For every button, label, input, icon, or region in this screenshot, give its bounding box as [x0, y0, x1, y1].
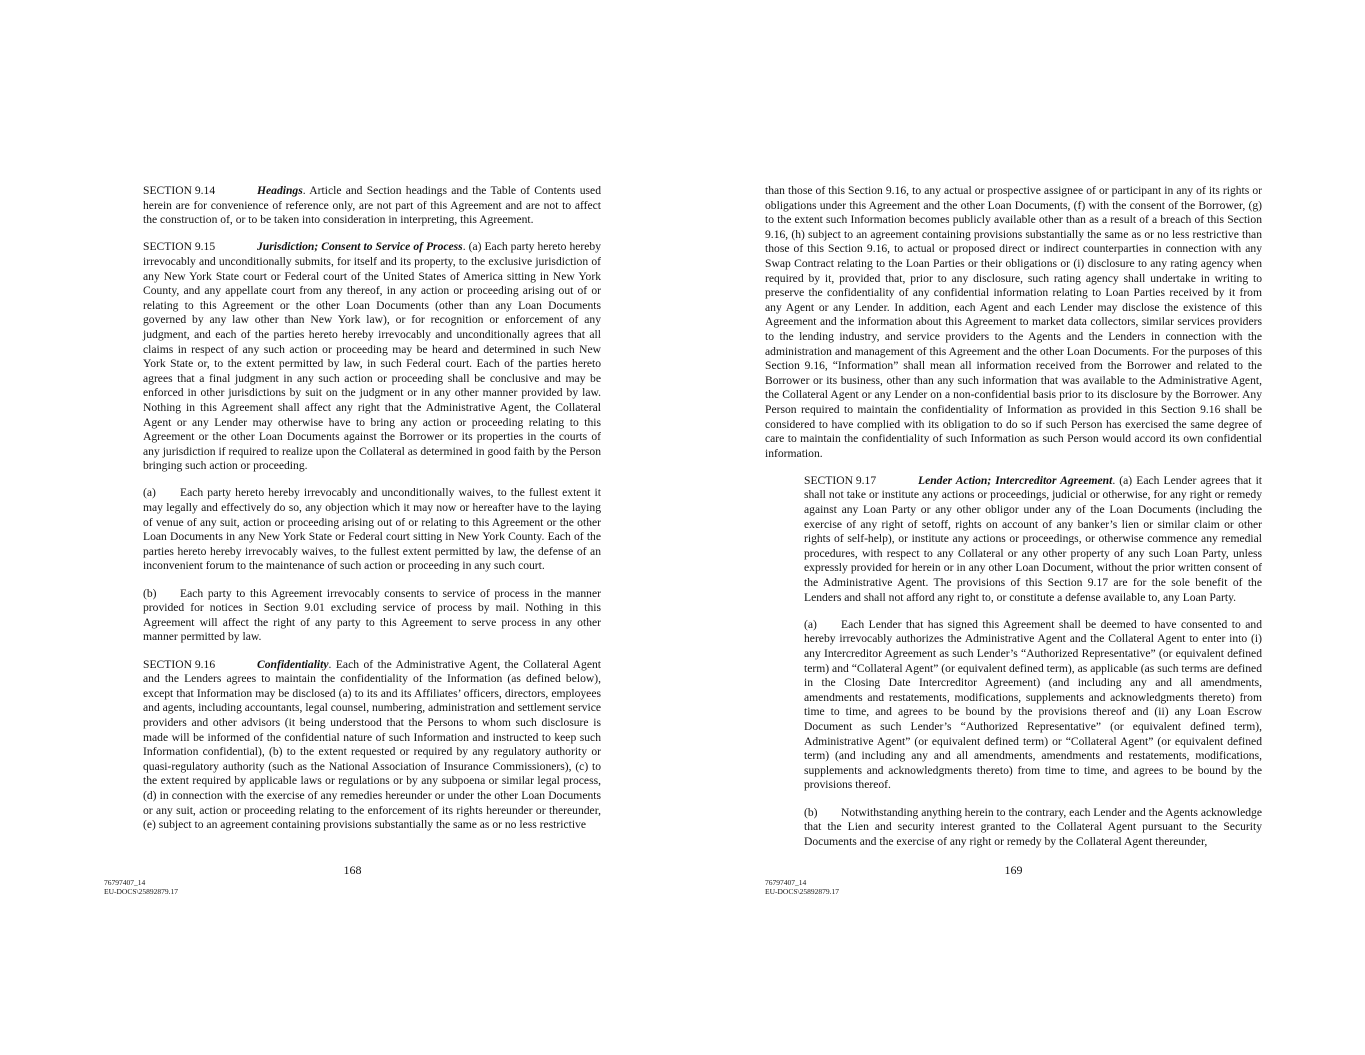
section-text: . (a) Each Lender agrees that it shall not take or institute any actions or proceedings, judicial or otherwise, for any right or remedy against any Loan Party or any other obligor under any of the Loan Documents (including the exercise of any right of setoff, rights on account of any banker’s lien or similar claim or other rights of self-help), or institute any actions or proceedings, or otherwise commence any remedial procedures, with respect to any Collateral or any other property of any such Loan Party, unless expressly provided for herein or in any other Loan Document, without the prior written consent of the Administrative Agent. The provisions of this Section 9.17 are for the sole benefit of the Lenders and shall not afford any right to, or constitute a defense available to, any Loan Party. — [804, 473, 1263, 604]
section-9-15-a — [104, 486, 601, 574]
document-id-line-2: EU-DOCS\25892879.17 — [104, 887, 178, 896]
page-168 — [104, 0, 601, 1055]
right-text-column — [765, 184, 1262, 849]
subsection-text: Notwithstanding anything herein to the contrary, each Lender and the Agents acknowledge that the Lien and security interest granted to the Collateral Agent pursuant to the Security Documents and the exercise of any right or remedy by the Collateral Agent thereunder, — [804, 805, 1262, 848]
section-text: . Article and Section headings and the Table of Contents used herein are for convenience of reference only, are not part of this Agreement and are not to affect the construction of, or to be taken into consideration in interpreting, this Agreement. — [143, 184, 601, 227]
subsection-label: (a) — [804, 617, 817, 631]
section-9-16 — [104, 658, 601, 833]
subsection-text: Each Lender that has signed this Agreement shall be deemed to have consented to and hereby irrevocably authorizes the Administrative Agent and the Collateral Agent to enter into (i) any Intercreditor Agreement as such Lender’s “Authorized Representative” (or equivalent defined term) and “Collateral Agent” (or equivalent defined term), as applicable (as such terms are defined in the Closing Date Intercreditor Agreement) (and including any and all amendments, amendments and restatements, modifications, supplements and acknowledgments thereto) from time to time, and agrees to be bound by the provisions thereof and (ii) any Loan Escrow Document as such Lender’s “Authorized Representative” (or equivalent defined term), Administrative Agent” (or equivalent defined term) or “Collateral Agent” (or equivalent defined term) (and including any and all amendments, amendments and restatements, modifications, supplements and acknowledgments thereto) from time to time, and agrees to be bound by the provisions thereof. — [804, 617, 1262, 792]
subsection-text: Each party to this Agreement irrevocably consents to service of process in the manner provided for notices in Section 9.01 excluding service of process by mail. Nothing in this Agreement will affect the right of any party to this Agreement to serve process in any other manner permitted by law. — [143, 586, 601, 644]
section-heading: Jurisdiction; Consent to Service of Process — [257, 240, 463, 254]
section-heading: Headings — [257, 184, 303, 197]
document-id — [765, 878, 839, 896]
section-text: . (a) Each party hereto hereby irrevocably and unconditionally submits, for itself and its property, to the exclusive jurisdiction of any New York State court or Federal court of the United States of America sitting in New York County, and any appellate court from any thereof, in any action or proceeding arising out of or relating to this Agreement or the other Loan Documents (other than any Loan Documents governed by any law other than New York law), or for recognition or enforcement of any judgment, and each of the parties hereto hereby irrevocably and unconditionally agrees that all claims in respect of any such action or proceeding may be heard and determined in such New York State or, to the extent permitted by law, in such Federal court. Each of the parties hereto agrees that a final judgment in any such action or proceeding shall be conclusive and may be enforced in other jurisdictions by suit on the judgment or in any other manner provided by law. Nothing in this Agreement shall affect any right that the Administrative Agent, the Collateral Agent or any Lender may otherwise have to bring any action or proceeding relating to this Agreement or the other Loan Documents against the Borrower or its properties in the courts of any jurisdiction if required to realize upon the Collateral as determined in good faith by the Person bringing such action or proceeding. — [143, 240, 601, 473]
section-9-14 — [104, 184, 601, 228]
document-id-line-1: 76797407_14 — [765, 878, 807, 887]
section-number: SECTION 9.15 — [143, 240, 216, 254]
document-id-line-1: 76797407_14 — [104, 878, 146, 887]
section-9-15 — [104, 240, 601, 474]
left-text-column — [104, 184, 601, 833]
subsection-label: (b) — [804, 805, 818, 819]
section-9-17-b — [765, 806, 1262, 850]
page-169 — [765, 0, 1262, 1055]
subsection-label: (a) — [143, 486, 156, 500]
section-9-15-b — [104, 587, 601, 645]
subsection-label: (b) — [143, 586, 157, 600]
section-text: . Each of the Administrative Agent, the Collateral Agent and the Lenders agrees to maintain the confidentiality of the Information (as defined below), except that Information may be disclosed (a) to its and its Affiliates’ officers, directors, employees and agents, including accountants, legal counsel, numbering, administration and settlement service providers and other advisors (it being understood that the Persons to whom such disclosure is made will be informed of the confidential nature of such Information and instructed to keep such Information confidential), (b) to the extent requested or required by any regulatory authority or quasi-regulatory authority (such as the National Association of Insurance Commissioners), (c) to the extent required by applicable laws or regulations or by any subpoena or similar legal process, (d) in connection with the exercise of any remedies hereunder or under the other Loan Documents or any suit, action or proceeding relating to the enforcement of its rights hereunder or thereunder, (e) subject to an agreement containing provisions substantially the same as or no less restrictive — [143, 657, 601, 832]
subsection-text: Each party hereto hereby irrevocably and unconditionally waives, to the fullest extent it may legally and effectively do so, any objection which it may now or hereafter have to the laying of venue of any suit, action or proceeding arising out of or relating to this Agreement or the other Loan Documents in any New York State or Federal court sitting in New York County. Each of the parties hereto hereby irrevocably waives, to the fullest extent permitted by law, the defense of an inconvenient forum to the maintenance of such action or proceeding in any such court. — [143, 486, 601, 573]
page-number: 168 — [343, 863, 362, 877]
section-heading: Confidentiality — [257, 657, 329, 671]
document-id-line-2: EU-DOCS\25892879.17 — [765, 887, 839, 896]
section-9-17 — [765, 474, 1262, 605]
section-number: SECTION 9.14 — [143, 184, 216, 197]
document-id — [104, 878, 178, 896]
section-number: SECTION 9.17 — [804, 473, 877, 487]
section-9-16-continued: than those of this Section 9.16, to any actual or prospective assignee of or participant in any of its rights or obligations under this Agreement and the other Loan Documents, (f) with the consent of the Borrower, (g) to the extent such Information becomes publicly available other than as a result of a breach of this Section 9.16, (h) subject to an agreement containing provisions substantially the same as or no less restrictive than those of this Section 9.16, to actual or proposed direct or indirect counterparties in connection with any Swap Contract relating to the Loan Parties or their obligations or (i) disclosure to any rating agency when required by it, provided that, prior to any disclosure, such rating agency shall undertake in writing to preserve the confidentiality of any confidential information relating to Loan Parties received by it from any Agent or any Lender. In addition, each Agent and each Lender may disclose the existence of this Agreement and the information about this Agreement to market data collectors, similar services providers to the lending industry, and service providers to the Agents and the Lenders in connection with the administration and management of this Agreement and the other Loan Documents. For the purposes of this Section 9.16, “Information” shall mean all information received from the Borrower and related to the Borrower or its business, other than any such information that was available to the Administrative Agent, the Collateral Agent or any Lender on a non-confidential basis prior to its disclosure by the Borrower. Any Person required to maintain the confidentiality of Information as provided in this Section 9.16 shall be considered to have complied with its obligation to do so if such Person has exercised the same degree of care to maintain the confidentiality of such Information as such Person would accord its own confidential information. — [765, 184, 1262, 460]
section-heading: Lender Action; Intercreditor Agreement — [918, 473, 1113, 487]
page-number: 169 — [1004, 863, 1023, 877]
section-number: SECTION 9.16 — [143, 657, 216, 671]
section-9-17-a — [765, 618, 1262, 793]
